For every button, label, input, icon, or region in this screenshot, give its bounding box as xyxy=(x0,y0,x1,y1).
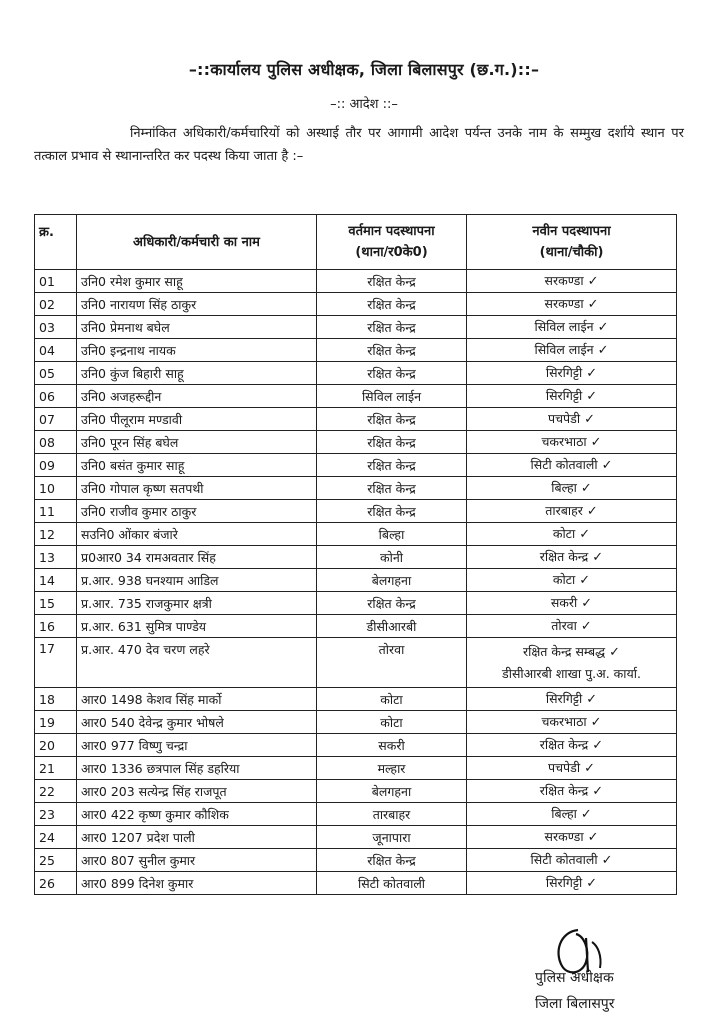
checkmark-icon: ✓ xyxy=(597,343,609,358)
row-new-posting xyxy=(467,270,677,293)
row-name: आर0 422 कृष्ण कुमार कौशिक xyxy=(77,803,317,826)
row-new-posting xyxy=(467,454,677,477)
checkmark-icon: ✓ xyxy=(584,412,595,427)
table-row xyxy=(35,431,677,454)
checkmark-icon: ✓ xyxy=(586,389,598,404)
row-new-posting xyxy=(467,872,677,895)
checkmark-icon: ✓ xyxy=(592,784,604,799)
new-posting-text xyxy=(471,849,672,871)
row-new-posting xyxy=(467,638,677,688)
new-posting-text xyxy=(471,615,672,637)
row-current-posting: रक्षित केन्द्र xyxy=(317,293,467,316)
row-name: आर0 1336 छत्रपाल सिंह डहरिया xyxy=(77,757,317,780)
checkmark-icon: ✓ xyxy=(601,458,613,473)
row-name: उनि0 प्रेमनाथ बघेल xyxy=(77,316,317,339)
checkmark-icon: ✓ xyxy=(580,481,592,496)
row-new-posting xyxy=(467,431,677,454)
row-new-posting xyxy=(467,757,677,780)
row-sno: 17 xyxy=(35,638,77,688)
row-sno: 16 xyxy=(35,615,77,638)
header-new-line1: नवीन पदस्थापना xyxy=(532,224,611,239)
new-posting-label: सिरगिट्टी xyxy=(545,875,583,890)
row-current-posting: रक्षित केन्द्र xyxy=(317,849,467,872)
row-name: आर0 1498 केशव सिंह मार्को xyxy=(77,688,317,711)
row-current-posting: तोरवा xyxy=(317,638,467,688)
new-posting-label: सरकण्डा xyxy=(544,829,584,844)
table-body xyxy=(35,270,677,895)
new-posting-label: चकरभाठा xyxy=(541,434,587,449)
row-name: आर0 540 देवेन्द्र कुमार भोषले xyxy=(77,711,317,734)
row-current-posting: बिल्हा xyxy=(317,523,467,546)
row-new-posting xyxy=(467,826,677,849)
new-posting-text xyxy=(471,270,672,292)
row-name: आर0 807 सुनील कुमार xyxy=(77,849,317,872)
new-posting-label: तोरवा xyxy=(551,618,577,633)
row-current-posting: कोनी xyxy=(317,546,467,569)
row-current-posting: जूनापारा xyxy=(317,826,467,849)
row-sno: 12 xyxy=(35,523,77,546)
checkmark-icon: ✓ xyxy=(590,715,602,730)
row-name: सउनि0 ओंकार बंजारे xyxy=(77,523,317,546)
row-new-posting xyxy=(467,523,677,546)
row-current-posting: कोटा xyxy=(317,711,467,734)
row-sno: 25 xyxy=(35,849,77,872)
row-name: उनि0 नारायण सिंह ठाकुर xyxy=(77,293,317,316)
new-posting-label: सिरगिट्टी xyxy=(545,388,583,403)
checkmark-icon: ✓ xyxy=(586,876,598,891)
table-row xyxy=(35,849,677,872)
table-row xyxy=(35,454,677,477)
header-new-line2: (थाना/चौकी) xyxy=(539,245,604,260)
row-current-posting: डीसीआरबी xyxy=(317,615,467,638)
new-posting-label: कोटा xyxy=(552,526,576,541)
row-name: उनि0 अजहरूद्दीन xyxy=(77,385,317,408)
row-new-posting xyxy=(467,569,677,592)
checkmark-icon: ✓ xyxy=(590,435,602,450)
row-name: उनि0 राजीव कुमार ठाकुर xyxy=(77,500,317,523)
table-row xyxy=(35,546,677,569)
new-posting-label: चकरभाठा xyxy=(541,714,587,729)
row-name: उनि0 पूरन सिंह बघेल xyxy=(77,431,317,454)
table-row xyxy=(35,826,677,849)
row-current-posting: मल्हार xyxy=(317,757,467,780)
row-sno: 26 xyxy=(35,872,77,895)
row-sno: 18 xyxy=(35,688,77,711)
new-posting-text xyxy=(471,316,672,338)
new-posting-text xyxy=(471,780,672,802)
header-new-posting xyxy=(467,215,677,270)
header-current-posting xyxy=(317,215,467,270)
new-posting-label: सकरी xyxy=(550,595,578,610)
row-new-posting xyxy=(467,477,677,500)
row-current-posting: रक्षित केन्द्र xyxy=(317,316,467,339)
new-posting-label: रक्षित केन्द्र xyxy=(539,737,589,752)
signatory-designation: पुलिस अधीक्षक xyxy=(535,970,614,986)
row-current-posting: सकरी xyxy=(317,734,467,757)
row-sno: 22 xyxy=(35,780,77,803)
new-posting-text xyxy=(471,362,672,384)
row-name: उनि0 पीलूराम मण्डावी xyxy=(77,408,317,431)
row-name: उनि0 रमेश कुमार साहू xyxy=(77,270,317,293)
row-new-posting xyxy=(467,780,677,803)
new-posting-text xyxy=(471,339,672,361)
checkmark-icon: ✓ xyxy=(587,274,599,289)
row-new-posting xyxy=(467,615,677,638)
table-row xyxy=(35,569,677,592)
row-sno: 13 xyxy=(35,546,77,569)
new-posting-text xyxy=(471,546,672,568)
new-posting-label: कोटा xyxy=(552,572,576,587)
row-new-posting xyxy=(467,293,677,316)
table-row xyxy=(35,711,677,734)
new-posting-label: पचपेडी xyxy=(548,411,581,426)
row-current-posting: रक्षित केन्द्र xyxy=(317,431,467,454)
row-new-posting xyxy=(467,408,677,431)
row-current-posting: रक्षित केन्द्र xyxy=(317,592,467,615)
row-current-posting: बेलगहना xyxy=(317,569,467,592)
row-new-posting xyxy=(467,592,677,615)
row-new-posting xyxy=(467,688,677,711)
checkmark-icon: ✓ xyxy=(587,297,599,312)
row-new-posting xyxy=(467,339,677,362)
checkmark-icon: ✓ xyxy=(586,366,598,381)
order-heading: –:: आदेश ::– xyxy=(330,97,398,112)
table-row xyxy=(35,592,677,615)
checkmark-icon: ✓ xyxy=(584,761,595,776)
checkmark-icon: ✓ xyxy=(586,692,598,707)
new-posting-label: तारबाहर xyxy=(545,503,583,518)
new-posting-label: रक्षित केन्द्र सम्बद्ध xyxy=(522,644,606,659)
table-row xyxy=(35,872,677,895)
row-sno: 09 xyxy=(35,454,77,477)
row-current-posting: रक्षित केन्द्र xyxy=(317,270,467,293)
new-posting-label: बिल्हा xyxy=(551,806,577,821)
checkmark-icon: ✓ xyxy=(609,645,621,660)
header-sno: क्र. xyxy=(35,215,77,270)
row-new-posting xyxy=(467,803,677,826)
new-posting-text xyxy=(471,592,672,614)
row-name: प्र.आर. 735 राजकुमार क्षत्री xyxy=(77,592,317,615)
row-sno: 15 xyxy=(35,592,77,615)
row-current-posting: कोटा xyxy=(317,688,467,711)
table-row xyxy=(35,638,677,688)
new-posting-text xyxy=(471,734,672,756)
row-sno: 08 xyxy=(35,431,77,454)
new-posting-text xyxy=(471,477,672,499)
new-posting-label: बिल्हा xyxy=(551,480,577,495)
row-sno: 01 xyxy=(35,270,77,293)
table-row xyxy=(35,270,677,293)
checkmark-icon: ✓ xyxy=(587,830,599,845)
new-posting-text xyxy=(471,454,672,476)
transfer-table xyxy=(34,214,677,895)
new-posting-text xyxy=(471,688,672,710)
row-name: आर0 899 दिनेश कुमार xyxy=(77,872,317,895)
row-new-posting xyxy=(467,711,677,734)
new-posting-text xyxy=(471,826,672,848)
row-sno: 21 xyxy=(35,757,77,780)
new-posting-text xyxy=(471,641,672,663)
row-name: आर0 1207 प्रदेश पाली xyxy=(77,826,317,849)
checkmark-icon: ✓ xyxy=(592,550,604,565)
table-header-row xyxy=(35,215,677,270)
new-posting-label: रक्षित केन्द्र xyxy=(539,783,589,798)
checkmark-icon: ✓ xyxy=(581,596,593,611)
table-row xyxy=(35,362,677,385)
row-new-posting xyxy=(467,362,677,385)
table-row xyxy=(35,385,677,408)
table-row xyxy=(35,688,677,711)
row-sno: 10 xyxy=(35,477,77,500)
row-name: प्र.आर. 938 घनश्याम आडिल xyxy=(77,569,317,592)
row-sno: 06 xyxy=(35,385,77,408)
header-name: अधिकारी/कर्मचारी का नाम xyxy=(77,215,317,270)
table-row xyxy=(35,780,677,803)
checkmark-icon: ✓ xyxy=(580,619,592,634)
signatory-district: जिला बिलासपुर xyxy=(535,996,615,1012)
row-sno: 20 xyxy=(35,734,77,757)
row-name: आर0 977 विष्णु चन्द्रा xyxy=(77,734,317,757)
row-current-posting: रक्षित केन्द्र xyxy=(317,339,467,362)
row-name: प्र.आर. 470 देव चरण लहरे xyxy=(77,638,317,688)
row-sno: 23 xyxy=(35,803,77,826)
new-posting-label: सरकण्डा xyxy=(544,273,584,288)
row-sno: 04 xyxy=(35,339,77,362)
header-current-line2: (थाना/र0के0) xyxy=(355,245,428,260)
row-current-posting: रक्षित केन्द्र xyxy=(317,477,467,500)
new-posting-text xyxy=(471,293,672,315)
checkmark-icon: ✓ xyxy=(592,738,604,753)
row-sno: 07 xyxy=(35,408,77,431)
checkmark-icon: ✓ xyxy=(601,853,613,868)
row-sno: 14 xyxy=(35,569,77,592)
row-current-posting: रक्षित केन्द्र xyxy=(317,454,467,477)
row-current-posting: रक्षित केन्द्र xyxy=(317,408,467,431)
header-current-line1: वर्तमान पदस्थापना xyxy=(348,224,435,239)
table-row xyxy=(35,477,677,500)
new-posting-text xyxy=(471,757,672,779)
table-row xyxy=(35,408,677,431)
new-posting-label: सिविल लाईन xyxy=(534,342,594,357)
table-row xyxy=(35,293,677,316)
row-name: आर0 203 सत्येन्द्र सिंह राजपूत xyxy=(77,780,317,803)
row-current-posting: बेलगहना xyxy=(317,780,467,803)
row-current-posting: सिविल लाईन xyxy=(317,385,467,408)
new-posting-text xyxy=(471,711,672,733)
row-sno: 05 xyxy=(35,362,77,385)
row-sno: 03 xyxy=(35,316,77,339)
row-new-posting xyxy=(467,500,677,523)
table-row xyxy=(35,734,677,757)
table-row xyxy=(35,523,677,546)
table-row xyxy=(35,316,677,339)
table-row xyxy=(35,615,677,638)
row-sno: 02 xyxy=(35,293,77,316)
new-posting-label: सिरगिट्टी xyxy=(545,365,583,380)
order-intro-paragraph: निम्नांकित अधिकारी/कर्मचारियों को अस्थाई तौर पर आगामी आदेश पर्यन्त उनके नाम के सम्मुख दर्शाये स्थान पर तत्काल प्रभाव से स्थानान्तरित कर पदस्थ किया जाता है :– xyxy=(34,126,684,164)
new-posting-text xyxy=(471,500,672,522)
row-new-posting xyxy=(467,316,677,339)
new-posting-text xyxy=(471,523,672,545)
new-posting-label: पचपेडी xyxy=(548,760,581,775)
row-new-posting xyxy=(467,385,677,408)
checkmark-icon: ✓ xyxy=(597,320,609,335)
new-posting-text xyxy=(471,431,672,453)
row-name: प्र.आर. 631 सुमित्र पाण्डेय xyxy=(77,615,317,638)
table-row xyxy=(35,500,677,523)
row-name: उनि0 इन्द्रनाथ नायक xyxy=(77,339,317,362)
checkmark-icon: ✓ xyxy=(579,573,591,588)
row-current-posting: रक्षित केन्द्र xyxy=(317,362,467,385)
row-sno: 11 xyxy=(35,500,77,523)
checkmark-icon: ✓ xyxy=(579,527,591,542)
new-posting-text xyxy=(471,872,672,894)
row-name: उनि0 बसंत कुमार साहू xyxy=(77,454,317,477)
table-row xyxy=(35,339,677,362)
row-name: उनि0 कुंज बिहारी साहू xyxy=(77,362,317,385)
new-posting-label: रक्षित केन्द्र xyxy=(539,549,589,564)
row-new-posting xyxy=(467,849,677,872)
row-sno: 24 xyxy=(35,826,77,849)
new-posting-line2: डीसीआरबी शाखा पु.अ. कार्या. xyxy=(502,666,641,681)
new-posting-text xyxy=(471,385,672,407)
checkmark-icon: ✓ xyxy=(580,807,592,822)
new-posting-label: सिविल लाईन xyxy=(534,319,594,334)
new-posting-text xyxy=(471,803,672,825)
row-name: उनि0 गोपाल कृष्ण सतपथी xyxy=(77,477,317,500)
new-posting-label: सिटी कोतवाली xyxy=(530,852,598,867)
row-current-posting: सिटी कोतवाली xyxy=(317,872,467,895)
row-current-posting: रक्षित केन्द्र xyxy=(317,500,467,523)
row-new-posting xyxy=(467,546,677,569)
row-sno: 19 xyxy=(35,711,77,734)
office-title: –::कार्यालय पुलिस अधीक्षक, जिला बिलासपुर (छ.ग.)::– xyxy=(188,60,540,79)
checkmark-icon: ✓ xyxy=(586,504,598,519)
table-row xyxy=(35,803,677,826)
row-name: प्र0आर0 34 रामअवतार सिंह xyxy=(77,546,317,569)
new-posting-label: सरकण्डा xyxy=(544,296,584,311)
row-new-posting xyxy=(467,734,677,757)
new-posting-label: सिटी कोतवाली xyxy=(530,457,598,472)
new-posting-label: सिरगिट्टी xyxy=(545,691,583,706)
new-posting-text xyxy=(471,569,672,591)
new-posting-text xyxy=(471,408,672,430)
table-row xyxy=(35,757,677,780)
row-current-posting: तारबाहर xyxy=(317,803,467,826)
